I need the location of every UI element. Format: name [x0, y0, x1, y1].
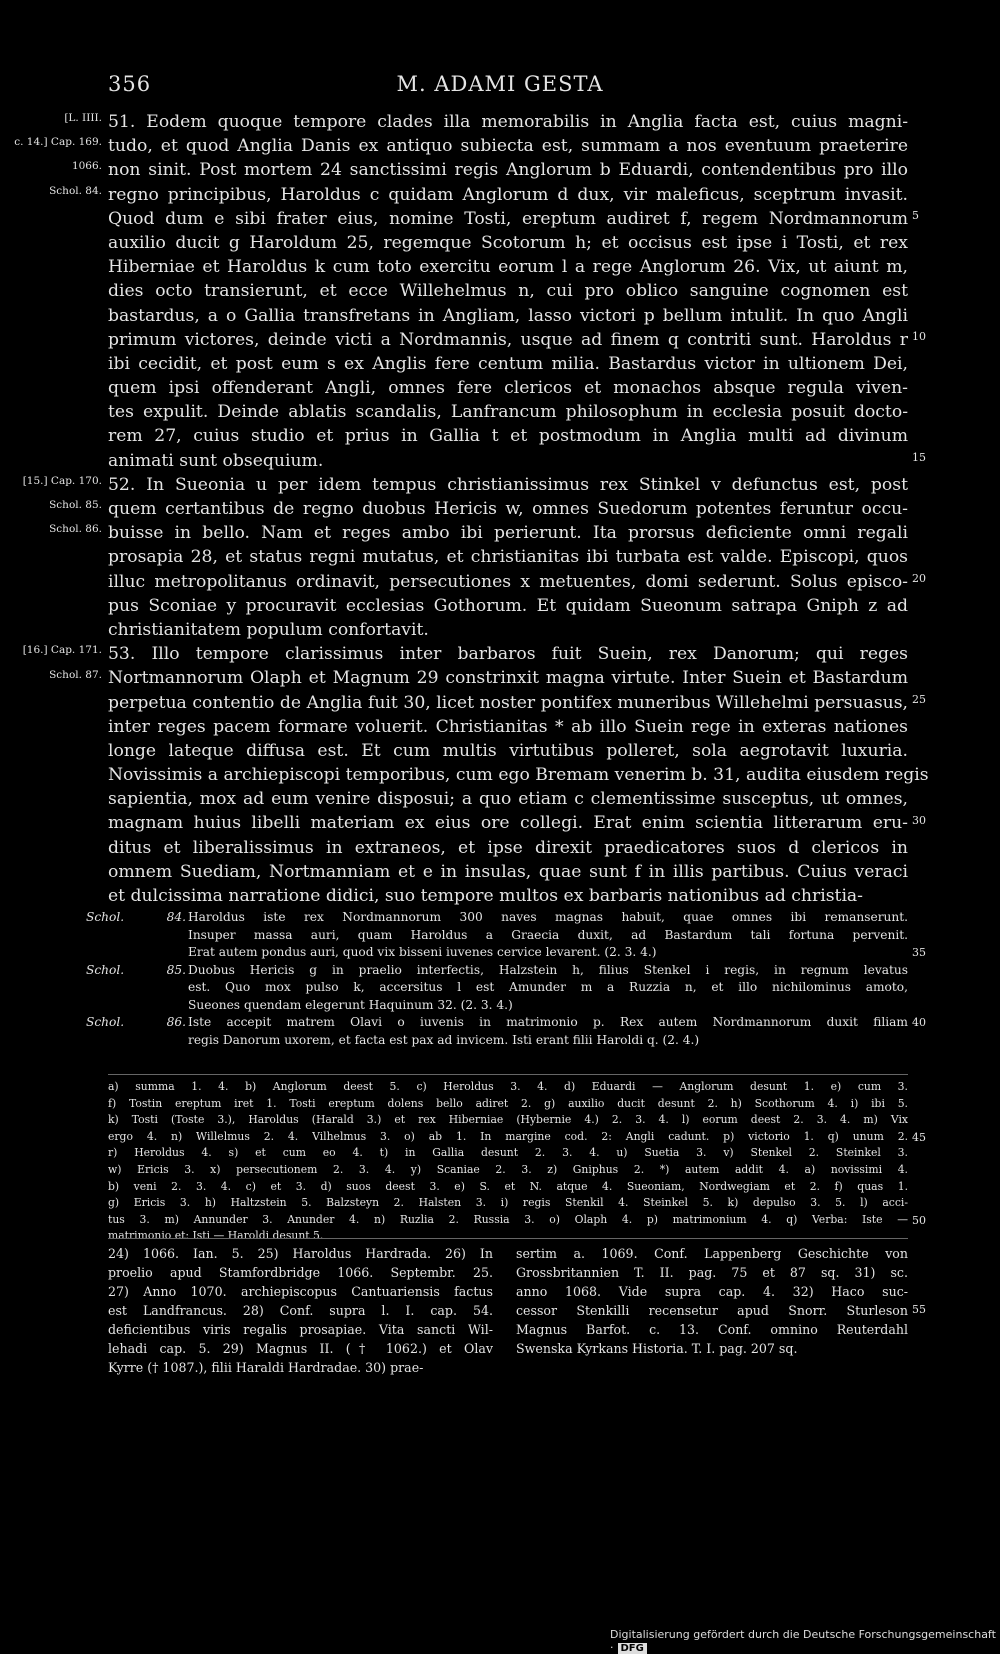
footer-text: Digitalisierung gefördert durch die Deutsche Forschungsgemeinschaft ·: [610, 1628, 996, 1654]
scholion-line: [108, 997, 908, 1015]
text-line: ibi cecidit, et post eum s ex Anglis fere centum milia. Bastardus victor in ultionem Dei,: [108, 353, 908, 374]
text-line: Quod dum e sibi frater eius, nomine Tosti, ereptum audiret f, regem Nordmannorum: [108, 208, 908, 229]
line-number: 25: [912, 692, 926, 706]
divider: [108, 1238, 908, 1239]
text-line: perpetua contentio de Anglia fuit 30, licet noster pontifex muneribus Willehelmi persuasus,: [108, 692, 908, 713]
text-line: primum victores, deinde victi a Nordmannis, usque ad finem q contriti sunt. Haroldus r: [108, 329, 908, 350]
scholion-text: Duobus Hericis g in praelio interfectis, Halzstein h, filius Stenkel i regis, in regnum levatus: [188, 962, 908, 977]
margin-reference: [15.] Cap. 170.: [22, 475, 102, 487]
line-number: 5: [912, 208, 919, 222]
footnote-line: proelio apud Stamfordbridge 1066. Septembr. 25.: [108, 1265, 493, 1280]
footnote-line: Magnus Barfot. c. 13. Conf. omnino Reuterdahl: [516, 1322, 908, 1337]
variant-readings: [108, 1079, 908, 1245]
text-line: omnem Suediam, Nortmanniam et e in insulas, quae sunt f in illis partibus. Cuius veraci: [108, 861, 908, 882]
scholion-text: Iste accepit matrem Olavi o iuvenis in matrimonio p. Rex autem Nordmannorum duxit filiam: [188, 1015, 908, 1029]
text-line: sapientia, mox ad eum venire disposui; a quo etiam c clementissime susceptus, ut omnes,: [108, 789, 908, 810]
scholion-line: [108, 944, 908, 962]
text-line: tudo, et quod Anglia Danis ex antiquo subiecta est, summam a nos eventuum praeterire: [108, 136, 908, 157]
text-line: dies octo transierunt, et ecce Willehelmus n, cui pro oblico sanguine cognomen est: [108, 281, 908, 302]
text-line: 53. Illo tempore clarissimus inter barbaros fuit Suein, rex Danorum; qui reges: [108, 644, 908, 665]
line-number: 45: [912, 1130, 926, 1144]
text-line: inter reges pacem formare voluerit. Christianitas * ab illo Suein rege in exteras nationes: [108, 716, 908, 737]
page-number: 356: [108, 72, 152, 96]
text-line: Hiberniae et Haroldus k cum toto exercitu eorum l a rege Anglorum 26. Vix, ut aiunt m,: [108, 257, 908, 278]
footnote-line: Grossbritannien T. II. pag. 75 et 87 sq. 31) sc.: [516, 1265, 908, 1280]
line-number: 50: [912, 1213, 926, 1227]
scholion-label: Schol. 85.: [86, 962, 186, 977]
footnotes-left-column: [108, 1244, 493, 1377]
footnote-line: 24) 1066. Ian. 5. 25) Haroldus Hardrada. 26) In: [108, 1246, 493, 1261]
text-line: prosapia 28, et status regni mutatus, et christianitas ibi turbata est valde. Episcopi, quos: [108, 547, 908, 568]
margin-reference: [16.] Cap. 171.: [22, 644, 102, 657]
variant-line: r) Heroldus 4. s) et cum eo 4. t) in Gallia desunt 2. 3. 4. u) Suetia 3. v) Stenkel 2. Steinkel 3.: [108, 1146, 908, 1160]
footnote-line: 27) Anno 1070. archiepiscopus Cantuariensis factus: [108, 1284, 493, 1299]
margin-reference: Schol. 84.: [49, 184, 102, 197]
text-line: illuc metropolitanus ordinavit, persecutiones x metuentes, domi sederunt. Solus episco-: [108, 571, 908, 592]
margin-reference: Schol. 87.: [49, 668, 102, 681]
footnote-line: sertim a. 1069. Conf. Lappenberg Geschichte von: [516, 1246, 908, 1261]
margin-reference: Schol. 85.: [49, 499, 102, 512]
line-number: 10: [912, 329, 926, 343]
text-line: longe lateque diffusa est. Et cum multis virtutibus polleret, sola aegrotavit luxuria.: [108, 740, 908, 761]
scholion-line: [86, 962, 908, 980]
line-number: 15: [912, 450, 926, 464]
footnote-line: est Landfrancus. 28) Conf. supra l. I. cap. 54.: [108, 1303, 493, 1318]
scholion-text: Erat autem pondus auri, quod vix bisseni iuvenes cervice levarent. (2. 3. 4.): [188, 945, 657, 959]
text-line: auxilio ducit g Haroldum 25, regemque Scotorum h; et occisus est ipse i Tosti, et rex: [108, 232, 908, 253]
digitization-footer: [610, 1628, 1000, 1654]
dfg-logo: DFG: [618, 1643, 647, 1654]
text-line: 52. In Sueonia u per idem tempus christianissimus rex Stinkel v defunctus est, post: [108, 474, 908, 495]
text-line: 51. Eodem quoque tempore clades illa memorabilis in Anglia facta est, cuius magni-: [108, 112, 908, 132]
line-number: 30: [912, 813, 926, 827]
scholion-line: [108, 1032, 908, 1050]
margin-reference: [L. IIII.: [64, 112, 102, 124]
text-line: quem ipsi offenderant Angli, omnes fere clericos et monachos absque regula viven-: [108, 378, 908, 399]
text-line: christianitatem populum confortavit.: [108, 619, 429, 640]
line-number: 55: [912, 1303, 926, 1316]
text-line: ditus et liberalissimus in extraneos, et ipse direxit praedicatores suos d clericos in: [108, 837, 908, 858]
variant-line: matrimonio et: Isti — Haroldi desunt 5.: [108, 1229, 324, 1243]
footnote-line: Kyrre († 1087.), filii Haraldi Hardradae. 30) prae-: [108, 1360, 424, 1375]
scholion-text: Insuper massa auri, quam Haroldus a Graecia duxit, ad Bastardum tali fortuna pervenit.: [188, 927, 908, 942]
running-title: M. ADAMI GESTA: [396, 72, 604, 96]
footnotes-right-column: [516, 1244, 908, 1358]
text-line: regno principibus, Haroldus c quidam Anglorum d dux, vir maleficus, sceptrum invasit.: [108, 184, 908, 205]
footnote-line: anno 1068. Vide supra cap. 4. 32) Haco suc-: [516, 1284, 908, 1299]
text-line: non sinit. Post mortem 24 sanctissimi regis Anglorum b Eduardi, contendentibus pro illo: [108, 160, 908, 181]
scholion-text: regis Danorum uxorem, et facta est pax ad invicem. Isti erant filii Haroldi q. (2. 4.): [188, 1032, 700, 1047]
text-line: Novissimis a archiepiscopi temporibus, cum ego Bremam venerim b. 31, audita eiusdem regis: [108, 765, 929, 786]
scholion-line: [86, 1014, 908, 1032]
footnote-line: lehadi cap. 5. 29) Magnus II. († 1062.) et Olav: [108, 1341, 493, 1356]
scholion-text: Haroldus iste rex Nordmannorum 300 naves magnas habuit, quae omnes ibi remanserunt.: [188, 910, 908, 924]
footnote-line: Swenska Kyrkans Historia. T. I. pag. 207 sq.: [516, 1341, 798, 1356]
variant-line: f) Tostin ereptum iret 1. Tosti ereptum dolens bello adiret 2. g) auxilio ducit desunt 2. h) Scothorum 4. i) ibi 5.: [108, 1096, 908, 1110]
margin-reference: Schol. 86.: [49, 523, 102, 536]
variant-line: a) summa 1. 4. b) Anglorum deest 5. c) Heroldus 3. 4. d) Eduardi — Anglorum desunt 1. e) cum 3.: [108, 1080, 908, 1093]
text-line: magnam huius libelli materiam ex eius ore collegi. Erat enim scientia litterarum eru-: [108, 813, 908, 834]
line-number: 35: [912, 946, 926, 959]
divider: [108, 1074, 908, 1075]
scholion-text: est. Quo mox pulso k, accersitus l est Amunder m a Ruzzia n, et illo nichilominus amoto,: [188, 980, 908, 994]
scholion-label: Schol. 86.: [86, 1015, 186, 1029]
line-number: 40: [912, 1016, 926, 1029]
variant-line: w) Ericis 3. x) persecutionem 2. 3. 4. y) Scaniae 2. 3. z) Gniphus 2. *) autem addit 4. a) novissimi 4.: [108, 1162, 908, 1176]
scholion-text: Sueones quendam elegerunt Haquinum 32. (2. 3. 4.): [188, 997, 513, 1012]
footnote-line: deficientibus viris regalis prosapiae. Vita sancti Wil-: [108, 1322, 493, 1337]
text-line: animati sunt obsequium.: [108, 450, 324, 471]
scholion-line: [108, 927, 908, 945]
text-line: buisse in bello. Nam et reges ambo ibi perierunt. Ita prorsus deficiente omni regali: [108, 523, 908, 544]
margin-reference: 1066.: [71, 160, 102, 173]
variant-line: tus 3. m) Annunder 3. Anunder 4. n) Ruzlia 2. Russia 3. o) Olaph 4. p) matrimonium 4. q) Verba: Iste —: [108, 1212, 908, 1226]
variant-line: g) Ericis 3. h) Haltzstein 5. Balzsteyn 2. Halsten 3. i) regis Stenkil 4. Steinkel 5. k) depulso 3. 5. l) acci-: [108, 1196, 908, 1210]
margin-reference: c. 14.] Cap. 169.: [14, 136, 102, 149]
variant-line: k) Tosti (Toste 3.), Haroldus (Harald 3.) et rex Hiberniae (Hybernie 4.) 2. 3. 4. l) eorum deest 2. 3. 4. m) Vix: [108, 1113, 908, 1127]
text-line: bastardus, a o Gallia transfretans in Angliam, lasso victori p bellum intulit. In quo Angli: [108, 305, 908, 326]
text-line: rem 27, cuius studio et prius in Gallia t et postmodum in Anglia multi ad divinum: [108, 426, 908, 447]
page-header: [0, 72, 1000, 102]
scholion-label: Schol. 84.: [86, 910, 186, 924]
text-line: et dulcissima narratione didici, suo tempore multos ex barbaris nationibus ad christia-: [108, 886, 863, 906]
line-number: 20: [912, 571, 926, 585]
text-line: tes expulit. Deinde ablatis scandalis, Lanfrancum philosophum in ecclesia posuit docto-: [108, 402, 908, 423]
footnote-line: cessor Stenkilli recensetur apud Snorr. Sturleson: [516, 1303, 908, 1318]
variant-line: ergo 4. n) Willelmus 2. 4. Vilhelmus 3. o) ab 1. In margine cod. 2: Angli cadunt. p) victorio 1. q) unum 2.: [108, 1129, 908, 1143]
scholion-line: [108, 979, 908, 997]
text-line: Nortmannorum Olaph et Magnum 29 constrinxit magna virtute. Inter Suein et Bastardum: [108, 668, 908, 689]
variant-line: b) veni 2. 3. 4. c) et 3. d) suos deest 3. e) S. et N. atque 4. Sueoniam, Nordwegiam et 2. f) quas 1.: [108, 1179, 908, 1193]
scholia-block: [86, 909, 908, 1049]
text-line: quem certantibus de regno duobus Hericis w, omnes Suedorum potentes feruntur occu-: [108, 499, 908, 519]
scholion-line: [86, 909, 908, 927]
text-line: pus Sconiae y procuravit ecclesias Gothorum. Et quidam Sueonum satrapa Gniph z ad: [108, 595, 908, 616]
